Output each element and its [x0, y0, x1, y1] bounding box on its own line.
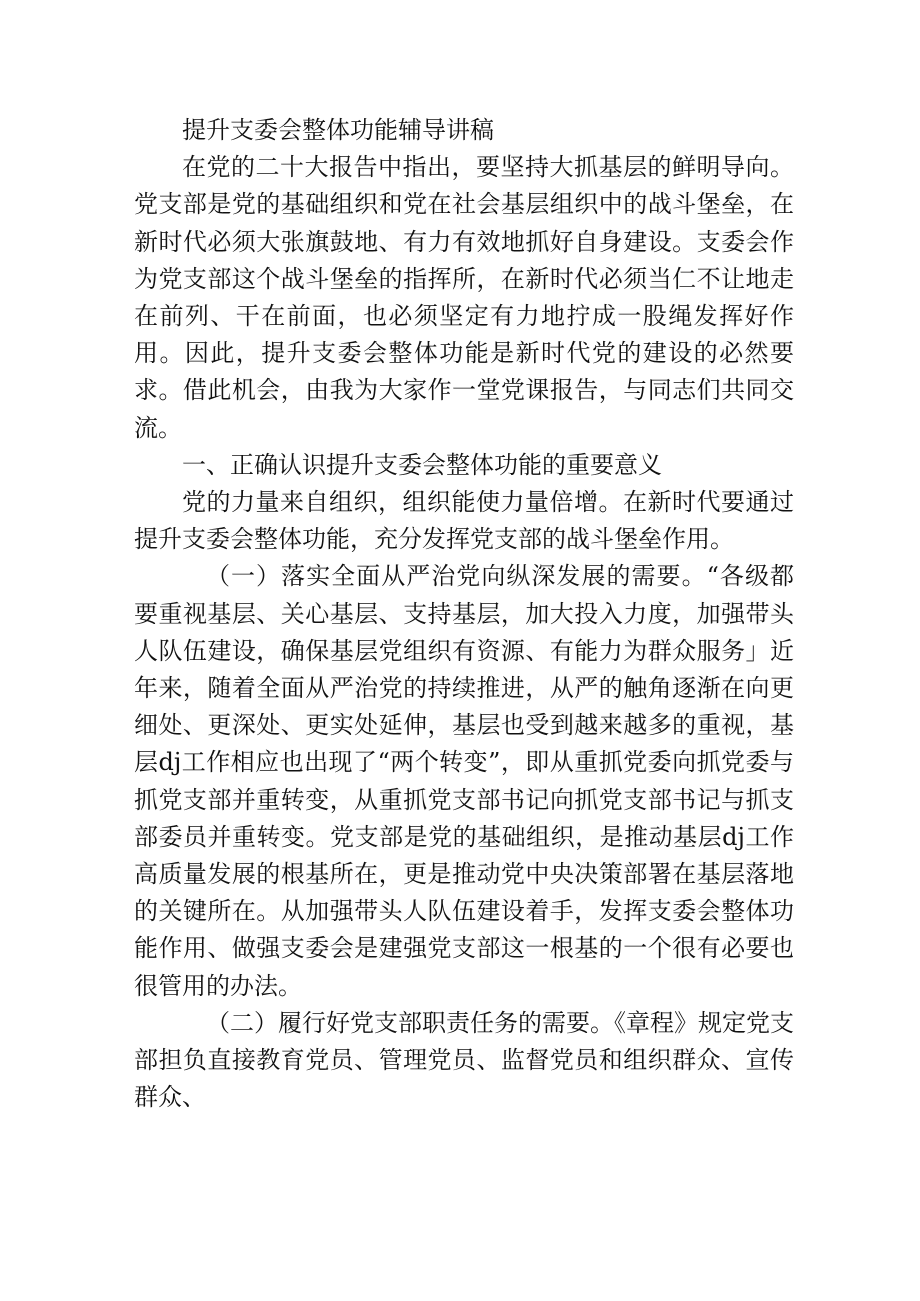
document-title: 提升支委会整体功能辅导讲稿 [182, 116, 494, 144]
intro-paragraph: 在党的二十大报告中指出，要坚持大抓基层的鲜明导向。党支部是党的基础组织和党在社会基层组织中的战斗堡垒，在新时代必须大张旗鼓地、有力有效地抓好自身建设。支委会作为党支部这个战斗堡垒的指挥所，在新时代必须当仁不让地走在前列、干在前面，也必须坚定有力地拧成一股绳发挥好作用。因此，提升支委会整体功能是新时代党的建设的必然要求。借此机会，由我为大家作一堂党课报告，与同志们共同交流。 [134, 153, 794, 442]
subsection-1-paragraph: （一）落实全面从严治党向纵深发展的需要。“各级都要重视基层、关心基层、支持基层，加大投入力度，加强带头人队伍建设，确保基层党组织有资源、有能力为群众服务」近年来，随着全面从严治党的持续推进，从严的触角逐渐在向更细处、更深处、更实处延伸，基层也受到越来越多的重视，基层dj工作相应也出现了“两个转变”，即从重抓党委向抓党委与抓党支部并重转变，从重抓党支部书记向抓党支部书记与抓支部委员并重转变。党支部是党的基础组织，是推动基层dj工作高质量发展的根基所在，更是推动党中央决策部署在基层落地的关键所在。从加强带头人队伍建设着手，发挥支委会整体功能作用、做强支委会是建强党支部这一根基的一个很有必要也很管用的办法。 [134, 562, 794, 1000]
section-1-paragraph: 党的力量来自组织，组织能使力量倍增。在新时代要通过提升支委会整体功能，充分发挥党支部的战斗堡垒作用。 [134, 488, 794, 554]
document-body [134, 112, 794, 1116]
subsection-2-paragraph: （二）履行好党支部职责任务的需要。《章程》规定党支部担负直接教育党员、管理党员、监督党员和组织群众、宣传群众、 [134, 1008, 794, 1112]
section-heading-1: 一、正确认识提升支委会整体功能的重要意义 [182, 450, 662, 479]
